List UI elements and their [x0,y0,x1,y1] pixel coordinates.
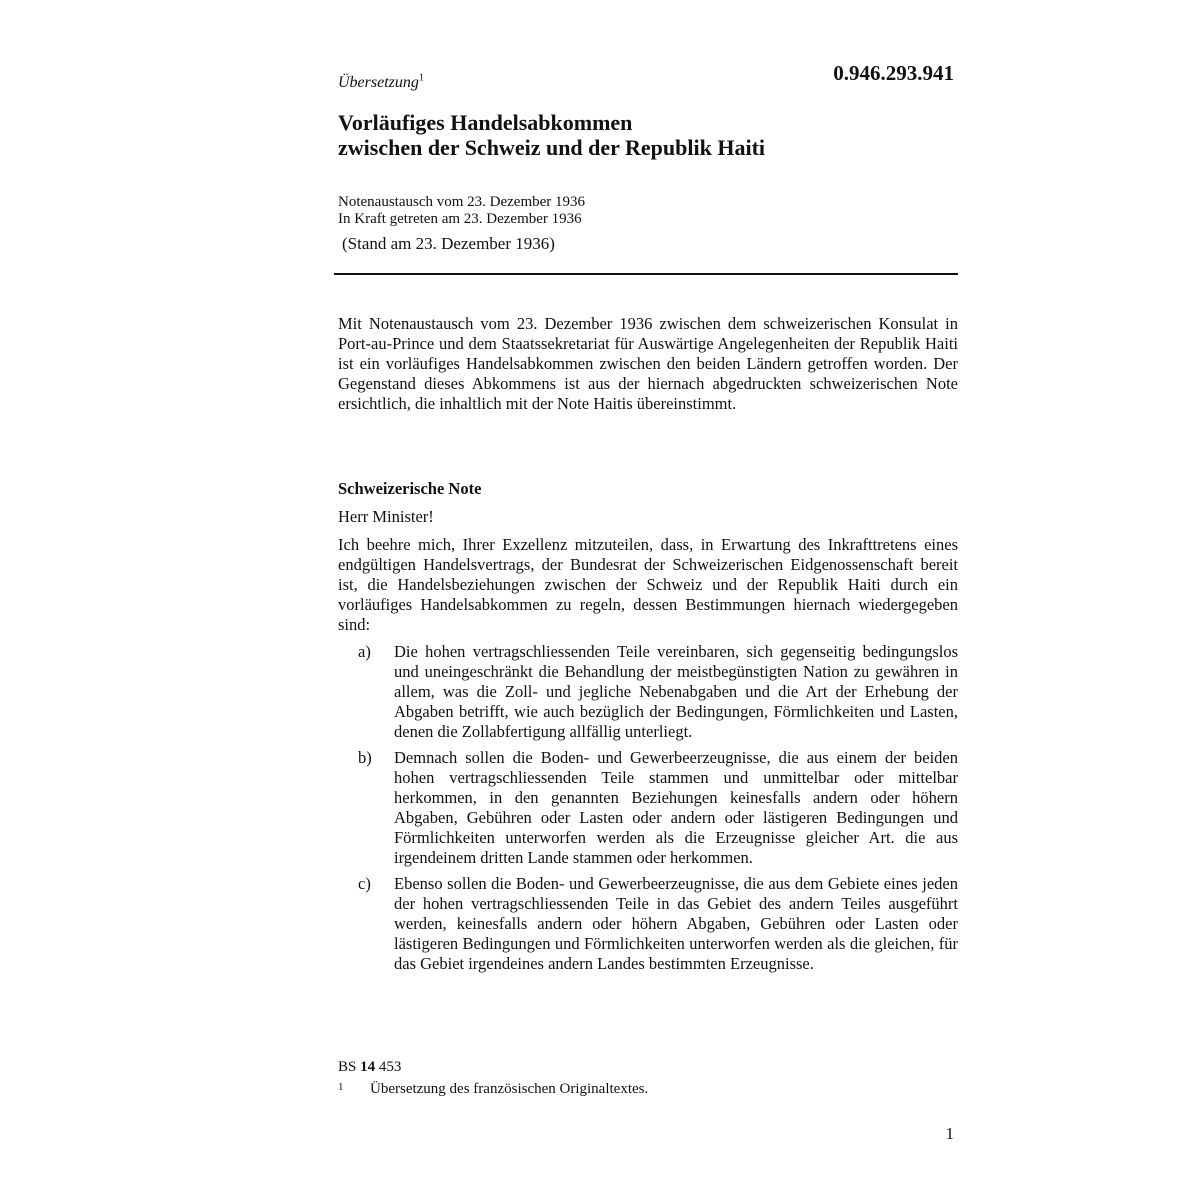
translation-label [338,74,424,92]
note-item-text: Die hohen vertragschliessenden Teile vereinbaren, sich gegenseitig bedingungslos und uneingeschränkt die Behandlung der meistbegünstigten Nation zu gewähren in allem, was die Zoll- und jegliche Nebenabgaben und die Art der Erhebung der Abgaben betrifft, wie auch bezüglich der Bedingungen, Förmlichkeiten und Lasten, denen die Zollabfertigung allfällig unterliegt. [394,642,958,741]
in-force-date: In Kraft getreten am 23. Dezember 1936 [338,211,582,227]
note-item-label: c) [358,874,371,893]
document-meta [338,194,958,228]
page-number: 1 [945,1124,954,1143]
note-body: Ich beehre mich, Ihrer Exzellenz mitzuteilen, dass, in Erwartung des Inkrafttretens eines endgültigen Handelsvertrags, der Bundesrat der Schweizerischen Eidgenossenschaft bereit ist, die Handelsbeziehungen zwischen der Schweiz und der Republik Haiti durch ein vorläufiges Handelsabkommen zu regeln, dessen Bestimmungen hiernach wiedergegeben sind: [338,535,958,634]
sr-number: 0.946.293.941 [833,61,954,85]
note-item-b [338,748,958,868]
footnote-mark: 1 [338,1081,344,1093]
bs-reference [338,1058,958,1076]
note-items-list [338,642,958,980]
footnote [338,1080,958,1098]
note-item-label: b) [358,748,372,767]
translation-footnote-reference[interactable]: 1 [418,72,424,84]
title-line-2: zwischen der Schweiz und der Republik Haiti [338,135,766,160]
header-divider [334,273,958,275]
note-item-c [338,874,958,974]
footnote-text: Übersetzung des französischen Originaltextes. [370,1081,649,1097]
note-heading: Schweizerische Note [338,479,482,498]
bs-volume: 14 [360,1059,376,1075]
bs-prefix: BS [338,1059,357,1075]
status-date: (Stand am 23. Dezember 1936) [342,234,555,253]
note-salutation: Herr Minister! [338,507,434,526]
translation-label-text: Übersetzung [338,74,419,91]
note-item-a [338,642,958,742]
note-item-text: Ebenso sollen die Boden- und Gewerbeerzeugnisse, die aus dem Gebiete eines jeden der hohen vertragschliessenden Teile in das Gebiet des andern Teiles ausgeführt werden, keinesfalls andern oder höhern Abgaben, Gebühren oder Lasten oder lästigeren Bedingungen und Förmlichkeiten unterworfen werden als die gleichen, für das Gebiet irgendeines andern Landes bestimmten Erzeugnisse. [394,874,958,973]
bs-page: 453 [378,1059,402,1075]
title-line-1: Vorläufiges Handelsabkommen [338,110,633,135]
exchange-date: Notenaustausch vom 23. Dezember 1936 [338,194,586,210]
intro-paragraph: Mit Notenaustausch vom 23. Dezember 1936 zwischen dem schweizerischen Konsulat in Port-au-Prince und dem Staatssekretariat für Auswärtige Angelegenheiten der Republik Haiti ist ein vorläufiges Handelsabkommen zwischen den beiden Ländern getroffen worden. Der Gegenstand dieses Abkommens ist aus der hiernach abgedruckten schweizerischen Note ersichtlich, die inhaltlich mit der Note Haitis übereinstimmt. [338,314,958,413]
note-item-text: Demnach sollen die Boden- und Gewerbeerzeugnisse, die aus einem der beiden hohen vertragschliessenden Teile stammen und unmittelbar oder mittelbar herkommen, in den genannten Beziehungen keinesfalls andern oder höhern Abgaben, Gebühren oder Lasten oder andern oder lästigeren Bedingungen und Förmlichkeiten unterworfen werden als die Erzeugnisse gleicher Art. die aus irgendeinem dritten Lande stammen oder herkommen. [394,748,958,867]
note-item-label: a) [358,642,371,661]
document-title [338,110,958,160]
